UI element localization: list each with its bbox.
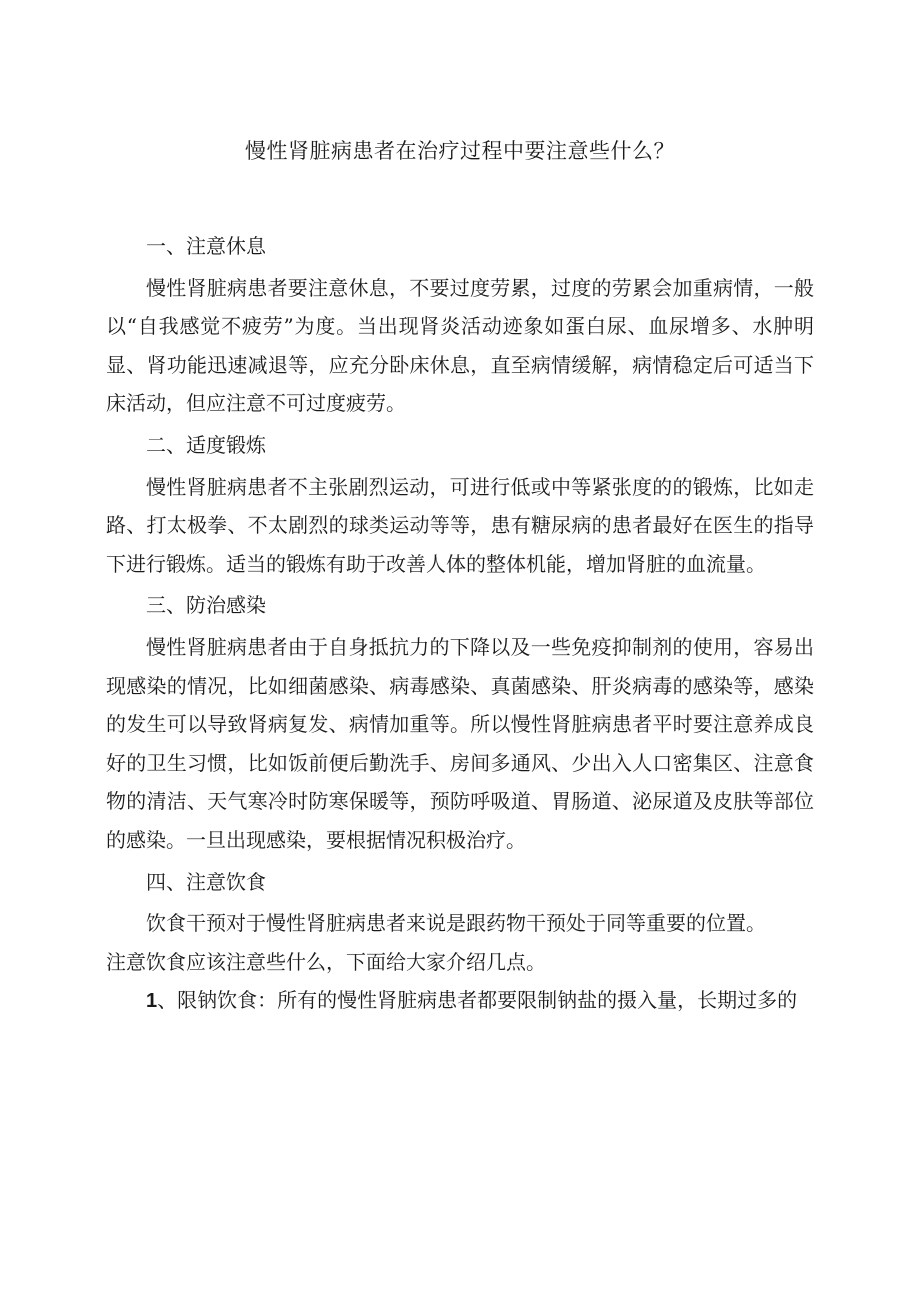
section-paragraph-infection: 慢性肾脏病患者由于自身抵抗力的下降以及一些免疫抑制剂的使用，容易出现感染的情况，比如细菌感染、病毒感染、真菌感染、肝炎病毒的感染等，感染的发生可以导致肾病复发、病情加重等。所以慢性肾脏病患者平时要注意养成良好的卫生习惯，比如饭前便后勤洗手、房间多通风、少出入人口密集区、注意食物的清洁、天气寒冷时防寒保暖等，预防呼吸道、胃肠道、泌尿道及皮肤等部位的感染。一旦出现感染，要根据情况积极治疗。 xyxy=(106,634,814,852)
document-body xyxy=(106,224,814,1021)
diet-item-text: 、限钠饮食：所有的慢性肾脏病患者都要限制钠盐的摄入量，长期过多的 xyxy=(157,988,798,1013)
section-paragraph-diet-intro: 饮食干预对于慢性肾脏病患者来说是跟药物干预处于同等重要的位置。 xyxy=(146,911,766,936)
section-heading-rest: 一、注意休息 xyxy=(146,234,266,258)
section-paragraph-exercise: 慢性肾脏病患者不主张剧烈运动，可进行低或中等紧张度的的锻炼，比如走路、打太极拳、不太剧烈的球类运动等等，患有糖尿病的患者最好在医生的指导下进行锻炼。适当的锻炼有助于改善人体的整体机能，增加肾脏的血流量。 xyxy=(106,474,814,576)
diet-item-number: 1 xyxy=(146,990,158,1013)
section-heading-diet: 四、注意饮食 xyxy=(146,869,266,894)
section-paragraph-rest: 慢性肾脏病患者要注意休息，不要过度劳累，过度的劳累会加重病情，一般以“自我感觉不疲劳”为度。当出现肾炎活动迹象如蛋白尿、血尿增多、水肿明显、肾功能迅速减退等，应充分卧床休息，直至病情缓解，病情稳定后可适当下床活动，但应注意不可过度疲劳。 xyxy=(106,275,814,416)
section-paragraph-diet-points: 注意饮食应该注意些什么，下面给大家介绍几点。 xyxy=(106,949,546,974)
diet-item-sodium xyxy=(106,981,814,1021)
section-heading-exercise: 二、适度锻炼 xyxy=(146,432,266,457)
document-title: 慢性肾脏病患者在治疗过程中要注意些什么？ xyxy=(245,139,675,163)
section-heading-infection: 三、防治感染 xyxy=(146,593,266,618)
